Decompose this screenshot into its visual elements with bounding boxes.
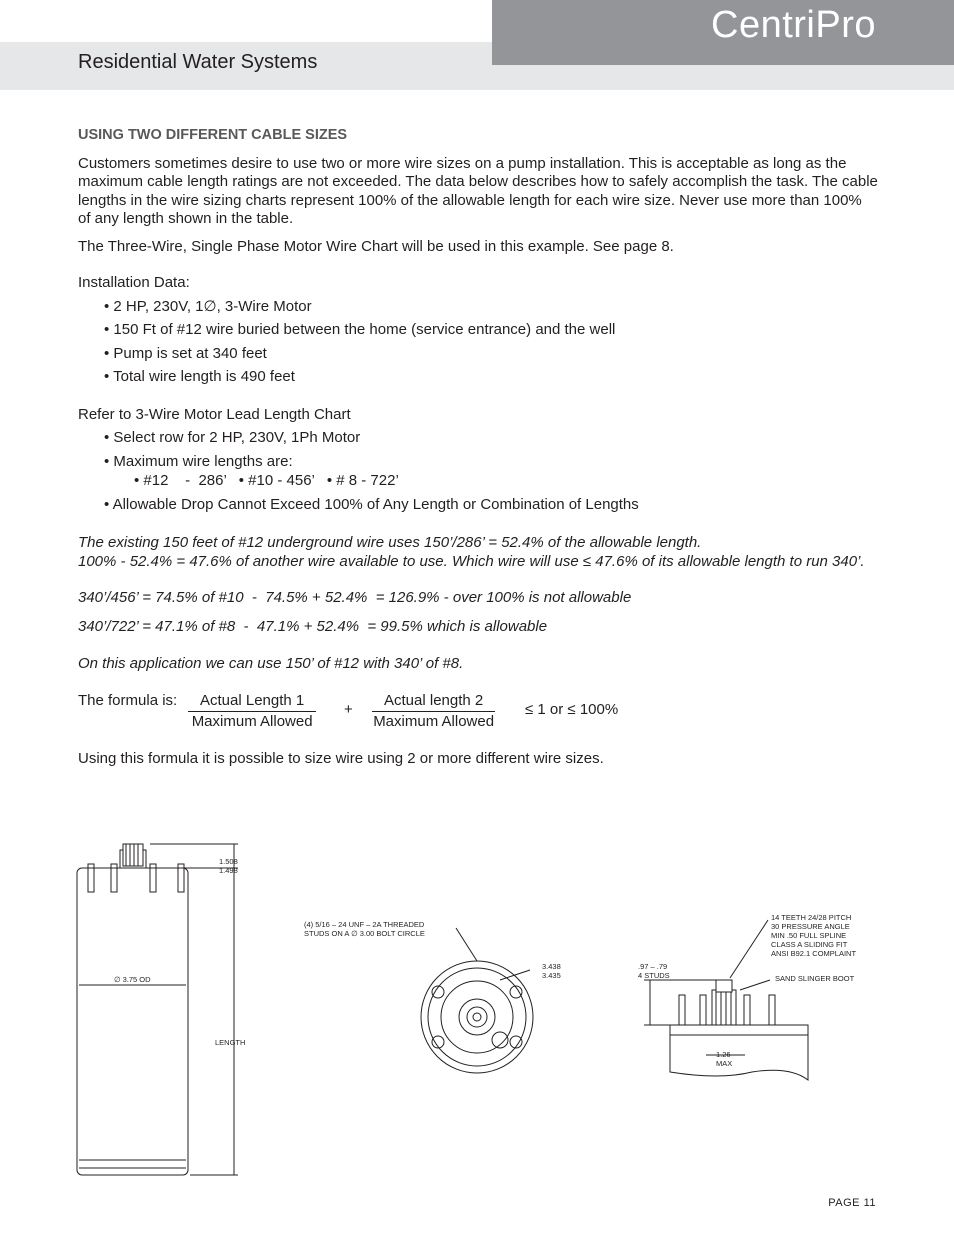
formula-lead: The formula is: xyxy=(78,691,178,709)
motor-side-view xyxy=(77,844,238,1175)
bore-dim-1: 3.438 xyxy=(542,962,561,971)
slinger-label: SAND SLINGER BOOT xyxy=(775,974,855,983)
existing-wire-text: The existing 150 feet of #12 underground wire uses 150’/286’ = 52.4% of the allowable length. xyxy=(78,534,702,551)
dim-top-1: 1.508 xyxy=(219,857,238,866)
refer-title: Refer to 3-Wire Motor Lead Length Chart xyxy=(78,405,351,423)
spline-spec-4: CLASS A SLIDING FIT xyxy=(771,940,848,949)
studs-label-2: STUDS ON A ∅ 3.00 BOLT CIRCLE xyxy=(304,929,425,938)
closing-paragraph: Using this formula it is possible to size wire using 2 or more different wire sizes. xyxy=(78,749,604,767)
stud-length-2: 4 STUDS xyxy=(638,971,670,980)
fraction-2 xyxy=(372,692,495,732)
wire-lengths: • #12 - 286’ • #10 - 456’ • # 8 - 722’ xyxy=(134,472,399,489)
article-body xyxy=(78,126,878,768)
spline-spec-2: 30 PRESSURE ANGLE xyxy=(771,922,850,931)
formula-result: ≤ 1 or ≤ 100% xyxy=(525,700,619,718)
spline-spec-1: 14 TEETH 24/28 PITCH xyxy=(771,913,852,922)
max-dim-2: MAX xyxy=(716,1059,733,1068)
list-item: • Allowable Drop Cannot Exceed 100% of Any Length or Combination of Lengths xyxy=(104,495,639,513)
list-item: • Pump is set at 340 feet xyxy=(104,344,267,362)
dim-length: LENGTH xyxy=(215,1038,246,1047)
spline-spec-5: ANSI B92.1 COMPLAINT xyxy=(771,949,857,958)
studs-label-1: (4) 5/16 – 24 UNF – 2A THREADED xyxy=(304,920,425,929)
brand-block xyxy=(492,0,954,65)
refer-list xyxy=(78,429,878,514)
installation-list xyxy=(78,298,878,387)
motor-drawing xyxy=(0,830,954,1190)
page-number: PAGE 11 xyxy=(828,1197,876,1209)
numerator-1: Actual Length 1 xyxy=(188,692,316,713)
spline-spec-3: MIN .50 FULL SPLINE xyxy=(771,931,847,940)
list-item: • 150 Ft of #12 wire buried between the home (service entrance) and the well xyxy=(104,321,616,338)
list-item xyxy=(78,453,878,491)
section-title: Residential Water Systems xyxy=(78,51,318,73)
fraction-1 xyxy=(188,692,316,732)
list-item: • 2 HP, 230V, 1∅, 3-Wire Motor xyxy=(104,297,312,315)
dim-top-2: 1.498 xyxy=(219,866,238,875)
formula xyxy=(78,692,878,736)
numerator-2: Actual length 2 xyxy=(372,692,495,713)
conclusion: On this application we can use 150’ of #12 with 340’ of #8. xyxy=(78,655,464,672)
denominator-1: Maximum Allowed xyxy=(191,713,313,730)
motor-end-view xyxy=(421,928,533,1073)
chart-reference: The Three-Wire, Single Phase Motor Wire Chart will be used in this example. See page 8. xyxy=(78,237,674,255)
denominator-2: Maximum Allowed xyxy=(373,713,495,730)
brand-logo: CentriPro xyxy=(711,4,876,46)
article-heading: USING TWO DIFFERENT CABLE SIZES xyxy=(78,127,348,143)
installation-title: Installation Data: xyxy=(78,274,190,291)
bore-dim-2: 3.435 xyxy=(542,971,561,980)
remaining-text: 100% - 52.4% = 47.6% of another wire available to use. Which wire will use ≤ 47.6% of its allowable length to run 340’. xyxy=(78,552,865,570)
stud-length-1: .97 – .79 xyxy=(638,962,668,971)
intro-paragraph: Customers sometimes desire to use two or more wire sizes on a pump installation. This is acceptable as long as the maximum cable length ratings are not exceeded. The data below describes how to safely accomplish the task. The cable lengths in the wire sizing charts represent 100% of the allowable length for each wire size. Never use more than 100% of any length shown in the table. xyxy=(78,154,878,227)
dim-od: ∅ 3.75 OD xyxy=(114,975,151,984)
plus-sign: + xyxy=(344,700,353,718)
list-item: • Select row for 2 HP, 230V, 1Ph Motor xyxy=(104,429,361,446)
calc-wire-8: 340’/722’ = 47.1% of #8 - 47.1% + 52.4% = 99.5% which is allowable xyxy=(78,617,548,635)
calc-wire-10: 340’/456’ = 74.5% of #10 - 74.5% + 52.4% = 126.9% - over 100% is not allowable xyxy=(78,589,632,606)
list-item-text: • Maximum wire lengths are: xyxy=(104,452,293,470)
list-item: • Total wire length is 490 feet xyxy=(104,368,295,385)
max-dim-1: 1.26 xyxy=(716,1050,731,1059)
technical-drawing xyxy=(0,830,954,1190)
